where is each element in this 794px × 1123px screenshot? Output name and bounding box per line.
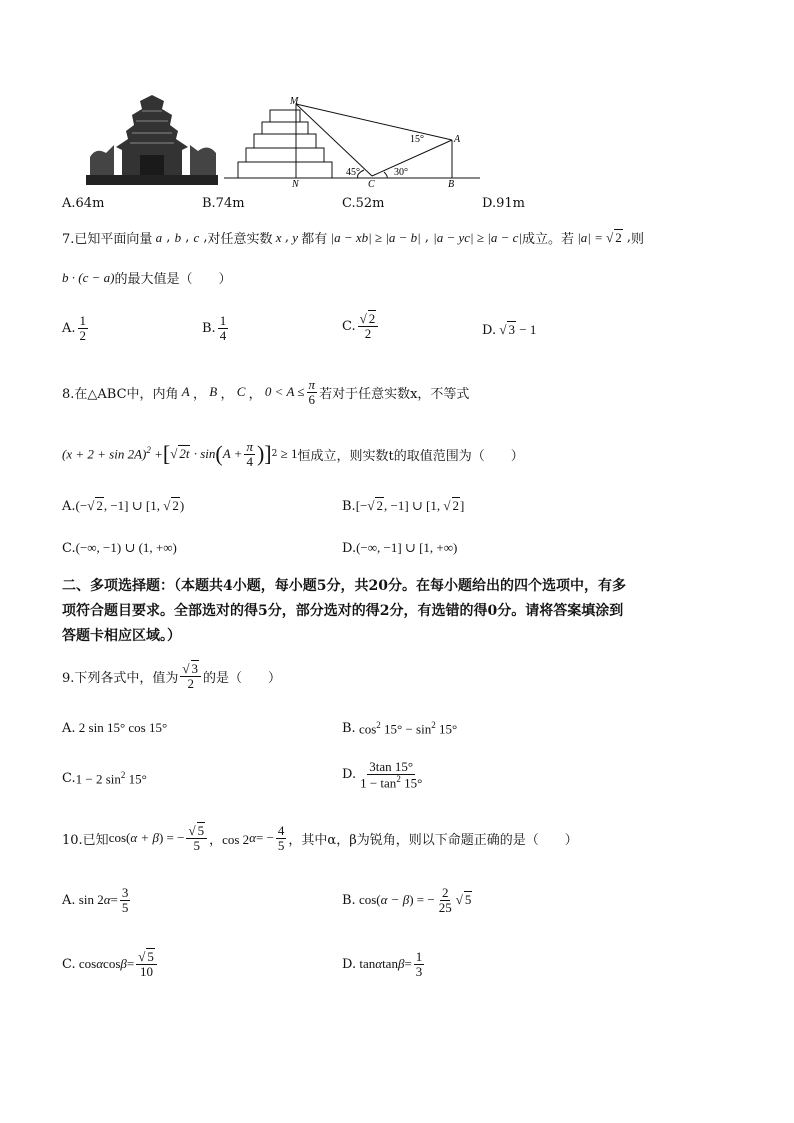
q6-option-b-text: B.74m <box>202 196 245 211</box>
q9-option-b[interactable]: B. $\cos^2 15^\circ - \sin^2 15^\circ$ <box>342 720 458 737</box>
q9-tail: 的是（ ） <box>203 670 282 686</box>
q8-cond: 若对于任意实数x，不等式 <box>319 386 470 402</box>
q8-option-c[interactable]: C. (−∞, −1) ∪ (1, +∞) <box>62 540 177 556</box>
tower-geometry-figure <box>224 96 484 188</box>
q10-option-b[interactable]: B. cos( α − β ) = − $\frac{2}{25}$ √ 5 <box>342 885 472 915</box>
q10-option-c-label: C. <box>62 956 76 972</box>
q8-option-c-label: C. <box>62 540 76 556</box>
label-N: N <box>292 179 299 188</box>
q7-line2-tail: 的最大值是（ ） <box>114 272 232 287</box>
q10-option-a-label: A. <box>62 892 76 908</box>
q8-lead: 8.在△ABC中，内角 <box>62 386 179 402</box>
label-15deg: 15° <box>410 134 424 145</box>
q7-option-a[interactable]: A. $\frac{1}{2}$ <box>62 313 87 343</box>
label-M: M <box>290 96 299 107</box>
q7-line2: b · (c − a) 的最大值是（ ） <box>62 269 232 287</box>
q10-option-d[interactable]: D. tan α tan β = $\frac{1}{3}$ <box>342 949 423 979</box>
q8-option-d-label: D. <box>342 540 357 556</box>
q10-stem: 10.已知 cos( α + β ) = − $\frac{√ 5}{5}$ ，cos 2 α = − $\frac{4}{5}$ ，其中α，β为锐角，则以下命题正确的是（ ） <box>62 823 578 853</box>
q8-option-d[interactable]: D. (−∞, −1] ∪ [1, +∞) <box>342 540 458 556</box>
q7-mid2: 都有 <box>301 232 328 247</box>
pavilion-photo-graphic <box>86 95 218 185</box>
q9-stem: 9.下列各式中，值为 $\frac{√ 3}{2}$ 的是（ ） <box>62 661 282 691</box>
q8-line1: 8.在△ABC中，内角 A ， B ， C ， 0 < A ≤ $\frac{\pi}{6}$ 若对于任意实数x，不等式 <box>62 377 470 407</box>
q7-option-c-label: C. <box>342 318 356 334</box>
q7-tail: 则 <box>631 232 645 247</box>
section-2-line1: 二、多项选择题：（本题共4小题，每小题5分，共20分。在每小题给出的四个选项中，有多 <box>62 578 626 594</box>
q7-mid1: 对任意实数 <box>207 232 273 247</box>
q9-option-d[interactable]: D. $\frac{3\tan 15^\circ}{1 - \tan^2 15^\circ}$ <box>342 759 423 790</box>
label-30deg: 30° <box>394 167 408 178</box>
q7-option-b-label: B. <box>202 320 216 336</box>
q6-option-b[interactable] <box>202 196 245 211</box>
q7-lead: 7.已知平面向量 <box>62 232 153 247</box>
q10-option-a[interactable]: A. sin 2 α = $\frac{3}{5}$ <box>62 885 129 915</box>
q6-option-c[interactable] <box>342 196 385 211</box>
label-B: B <box>448 179 455 188</box>
q6-option-c-text: C.52m <box>342 196 385 211</box>
tower-diagram <box>224 96 484 188</box>
q7-option-d-label: D. <box>482 322 497 338</box>
q6-option-a[interactable] <box>62 196 104 211</box>
q7-option-c[interactable]: C. $\frac{√ 2}{2}$ <box>342 312 380 340</box>
q10-lead: 10.已知 <box>62 832 109 848</box>
q10-option-b-label: B. <box>342 892 356 908</box>
q7-line1: 7.已知平面向量 a , b , c , 对任意实数 x , y 都有 |a − xb| ≥ |a − b| , |a − yc| ≥ |a − c| 成立。若 |a| = √ 2 , 则 <box>62 229 645 247</box>
q8-option-b-label: B. <box>342 498 356 514</box>
label-45deg: 45° <box>346 167 360 178</box>
label-A: A <box>454 134 461 145</box>
q7-option-b[interactable]: B. $\frac{1}{4}$ <box>202 313 227 343</box>
q9-option-d-label: D. <box>342 767 357 783</box>
q10-option-c[interactable]: C. cos α cos β = $\frac{√ 5}{10}$ <box>62 950 159 978</box>
q6-option-d[interactable] <box>482 196 525 211</box>
q8-option-a[interactable]: A. (−√ 2, −1] ∪ [1, √ 2) <box>62 498 185 514</box>
q7-option-d[interactable]: D. √ 3 − 1 <box>482 322 537 338</box>
q8-line2-tail: 恒成立，则实数t的取值范围为（ ） <box>297 448 524 464</box>
q10-mid: ，其中α，β为锐角，则以下命题正确的是（ ） <box>288 832 578 848</box>
q9-option-c[interactable]: C. 1 − 2 $\sin^2 15^\circ$ <box>62 770 147 787</box>
q9-option-a[interactable]: A. 2 sin 15° cos 15° <box>62 720 168 736</box>
q8-option-b[interactable]: B. [−√ 2, −1] ∪ [1, √ 2] <box>342 498 465 514</box>
q9-option-c-label: C. <box>62 771 76 787</box>
q7-option-a-label: A. <box>62 320 76 336</box>
q8-option-a-label: A. <box>62 498 76 514</box>
q9-option-b-label: B. <box>342 721 356 737</box>
q9-option-a-label: A. <box>62 720 76 736</box>
section-2-instructions <box>62 574 742 649</box>
section-2-line2: 项符合题目要求。全部选对的得5分，部分选对的得2分，有选错的得0分。请将答案填涂到 <box>62 603 624 619</box>
q6-option-d-text: D.91m <box>482 196 525 211</box>
q8-line2: $(x + 2 + \sin 2A)^2$ + [ √ 2t · sin ( A + $\frac{\pi}{4}$ ) ] 2 ≥ 1 恒成立，则实数t的取值范围为（ ） <box>62 439 524 469</box>
q6-option-a-text: A.64m <box>62 196 105 211</box>
pavilion-photo <box>86 95 218 185</box>
q10-option-d-label: D. <box>342 956 357 972</box>
q7-mid3: 成立。若 <box>521 232 574 247</box>
q9-lead: 9.下列各式中，值为 <box>62 670 179 686</box>
label-C: C <box>368 179 375 188</box>
section-2-line3: 答题卡相应区域。） <box>62 628 181 644</box>
